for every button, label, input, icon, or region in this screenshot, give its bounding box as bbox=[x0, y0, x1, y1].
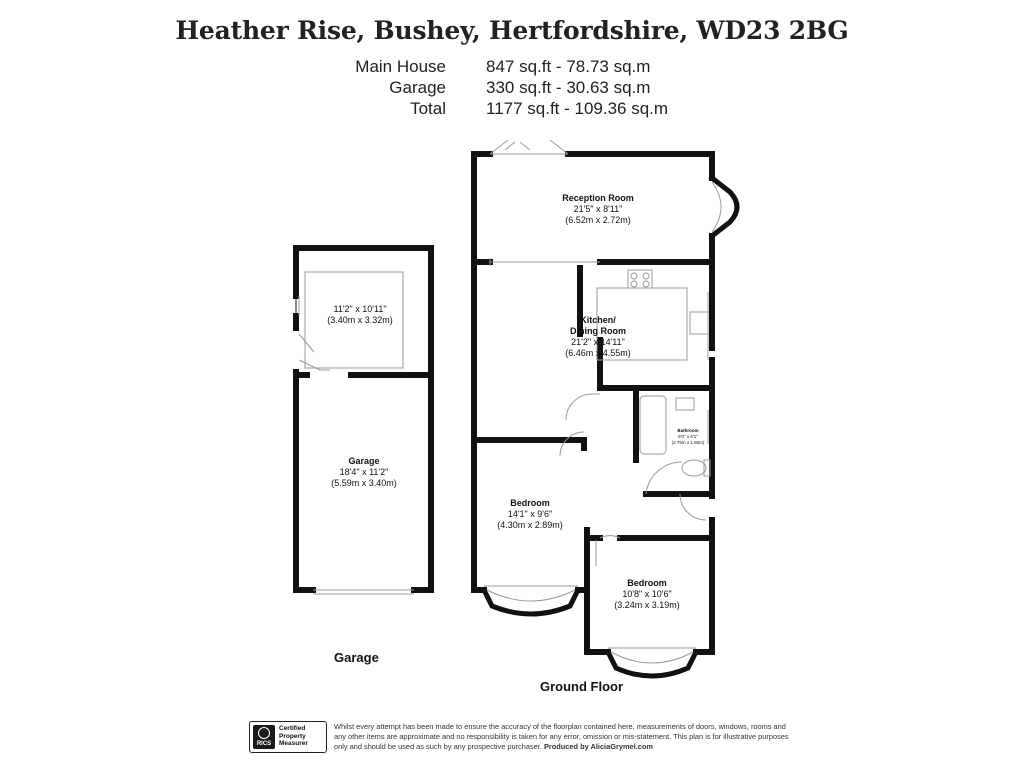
produced-by: Produced by AliciaGrymel.com bbox=[543, 742, 653, 751]
garage-door-swing bbox=[299, 334, 314, 352]
bathroom-dim-m: (2.75m x 1.86m) bbox=[671, 440, 705, 445]
badge-text bbox=[279, 725, 325, 748]
garage-store-dim-ft: 11'2" x 10'11" bbox=[333, 304, 387, 314]
bedroom1-dim-m: (4.30m x 2.89m) bbox=[497, 520, 563, 530]
garage-store-dim-m: (3.40m x 3.32m) bbox=[327, 315, 393, 325]
ground-floor-label: Ground Floor bbox=[540, 679, 624, 694]
garage-wall-outer bbox=[296, 248, 431, 590]
area-value: 330 sq.ft - 30.63 sq.m bbox=[486, 78, 651, 97]
bathroom-name: Bathroom bbox=[677, 428, 699, 433]
garage-dim-ft: 18'4" x 11'2" bbox=[339, 467, 389, 477]
toilet bbox=[682, 460, 706, 476]
bedroom2-bay bbox=[608, 652, 696, 676]
garage-walls bbox=[296, 248, 431, 590]
garage-floor-label: Garage bbox=[334, 650, 379, 665]
bedroom2-bay-inner bbox=[611, 652, 693, 663]
rics-badge bbox=[249, 721, 327, 753]
reception-west-wall bbox=[474, 154, 490, 262]
reception-room-dim-m: (6.52m x 2.72m) bbox=[565, 215, 631, 225]
reception-room-name: Reception Room bbox=[562, 193, 634, 203]
reception-room-dim-ft: 21'5" x 8'11" bbox=[573, 204, 623, 214]
kitchen-name-2: Dining Room bbox=[570, 326, 626, 336]
french-doors bbox=[490, 140, 568, 154]
area-label: Main House bbox=[355, 57, 446, 76]
area-label: Total bbox=[410, 99, 446, 118]
bedroom1-bay bbox=[484, 590, 578, 614]
garage-name: Garage bbox=[348, 456, 380, 466]
door-swing-hall bbox=[566, 394, 592, 420]
disclaimer-text: Whilst every attempt has been made to ensure the accuracy of the floorplan contained here, measurements of doors, windows, rooms and any other items are approximate and no responsibility is taken for any error, omission or mis-statement. This plan is for illustrative purposes only and should be used as such by any prospective purchaser. bbox=[334, 722, 789, 751]
badge-line-1: Certified bbox=[279, 725, 306, 732]
bedroom1-bay-inner bbox=[487, 590, 575, 601]
reception-bay-inner bbox=[712, 182, 721, 232]
rics-logo-text: RICS bbox=[256, 741, 272, 747]
badge-line-2: Property bbox=[279, 732, 306, 740]
badge-line-3: Measurer bbox=[279, 740, 308, 748]
kitchen-dim-ft: 21'2" x 14'11" bbox=[571, 337, 625, 347]
bedroom2-dim-m: (3.24m x 3.19m) bbox=[614, 600, 680, 610]
page-title: Heather Rise, Bushey, Hertfordshire, WD23 2BG bbox=[175, 16, 849, 45]
reception-bay bbox=[712, 178, 737, 236]
disclaimer bbox=[334, 722, 794, 752]
kitchen-dim-m: (6.46m x 4.55m) bbox=[565, 348, 631, 358]
bath bbox=[640, 396, 666, 454]
garage-wall-bottom-left bbox=[296, 372, 313, 590]
door-swing-bedroom1 bbox=[560, 432, 584, 456]
garage-dim-m: (5.59m x 3.40m) bbox=[331, 478, 397, 488]
reception-north-wall-right bbox=[568, 154, 712, 178]
room-labels bbox=[327, 193, 705, 610]
rics-logo bbox=[253, 725, 275, 749]
area-value: 1177 sq.ft - 109.36 sq.m bbox=[486, 99, 669, 118]
bedroom1-dim-ft: 14'1" x 9'6" bbox=[507, 509, 553, 519]
bathroom-dim-ft: 9'0" x 6'1" bbox=[678, 434, 698, 439]
bedroom2-name: Bedroom bbox=[627, 578, 667, 588]
bay-windows bbox=[484, 178, 737, 676]
area-label: Garage bbox=[389, 78, 446, 97]
bedroom2-walls-west bbox=[587, 590, 608, 652]
area-value: 847 sq.ft - 78.73 sq.m bbox=[486, 57, 651, 76]
bedroom1-name: Bedroom bbox=[510, 498, 550, 508]
bedroom2-dim-ft: 10'8" x 10'6" bbox=[622, 589, 672, 599]
door-swing-bathroom bbox=[646, 462, 682, 494]
basin bbox=[676, 398, 694, 410]
door-swing-bedroom-hall bbox=[680, 494, 706, 520]
kitchen-name-1: Kitchen/ bbox=[580, 315, 616, 325]
kitchen-sink bbox=[690, 312, 708, 334]
